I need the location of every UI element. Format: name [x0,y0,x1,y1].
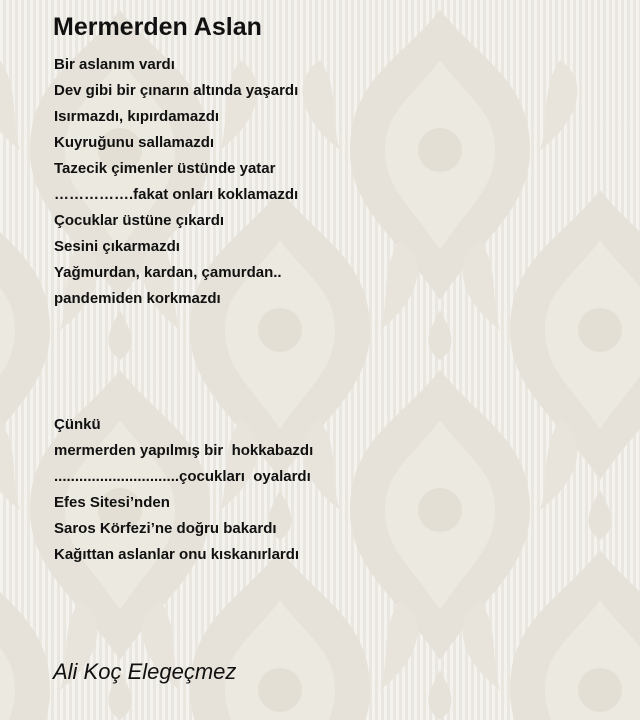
poem-line: …………….fakat onları koklamazdı [54,186,299,203]
poem-line: Saros Körfezi’ne doğru bakardı [54,520,277,537]
poem-line: pandemiden korkmazdı [54,290,221,307]
poem-line: Tazecik çimenler üstünde yatar [54,160,276,177]
poem-author: Ali Koç Elegeçmez [53,659,237,684]
poem-line: Dev gibi bir çınarın altında yaşardı [54,82,299,99]
poem-line: Çocuklar üstüne çıkardı [54,212,225,229]
stanza-2 [54,412,313,568]
poem-line: Kuyruğunu sallamazdı [54,134,215,151]
poem-line: Yağmurdan, kardan, çamurdan.. [54,264,282,281]
poem-line: Bir aslanım vardı [54,56,175,73]
poem-line: Kağıttan aslanlar onu kıskanırlardı [54,546,300,563]
poem-line: ..............................çocukları oyalardı [54,468,311,485]
poem-line: Isırmazdı, kıpırdamazdı [54,108,220,125]
poem-line: Sesini çıkarmazdı [54,238,180,255]
poem-line: Efes Sitesi’nden [54,494,170,511]
poem-title: Mermerden Aslan [53,13,262,41]
stanza-1 [54,52,298,312]
poem-line: mermerden yapılmış bir hokkabazdı [54,442,314,459]
poem-line: Çünkü [54,416,101,433]
